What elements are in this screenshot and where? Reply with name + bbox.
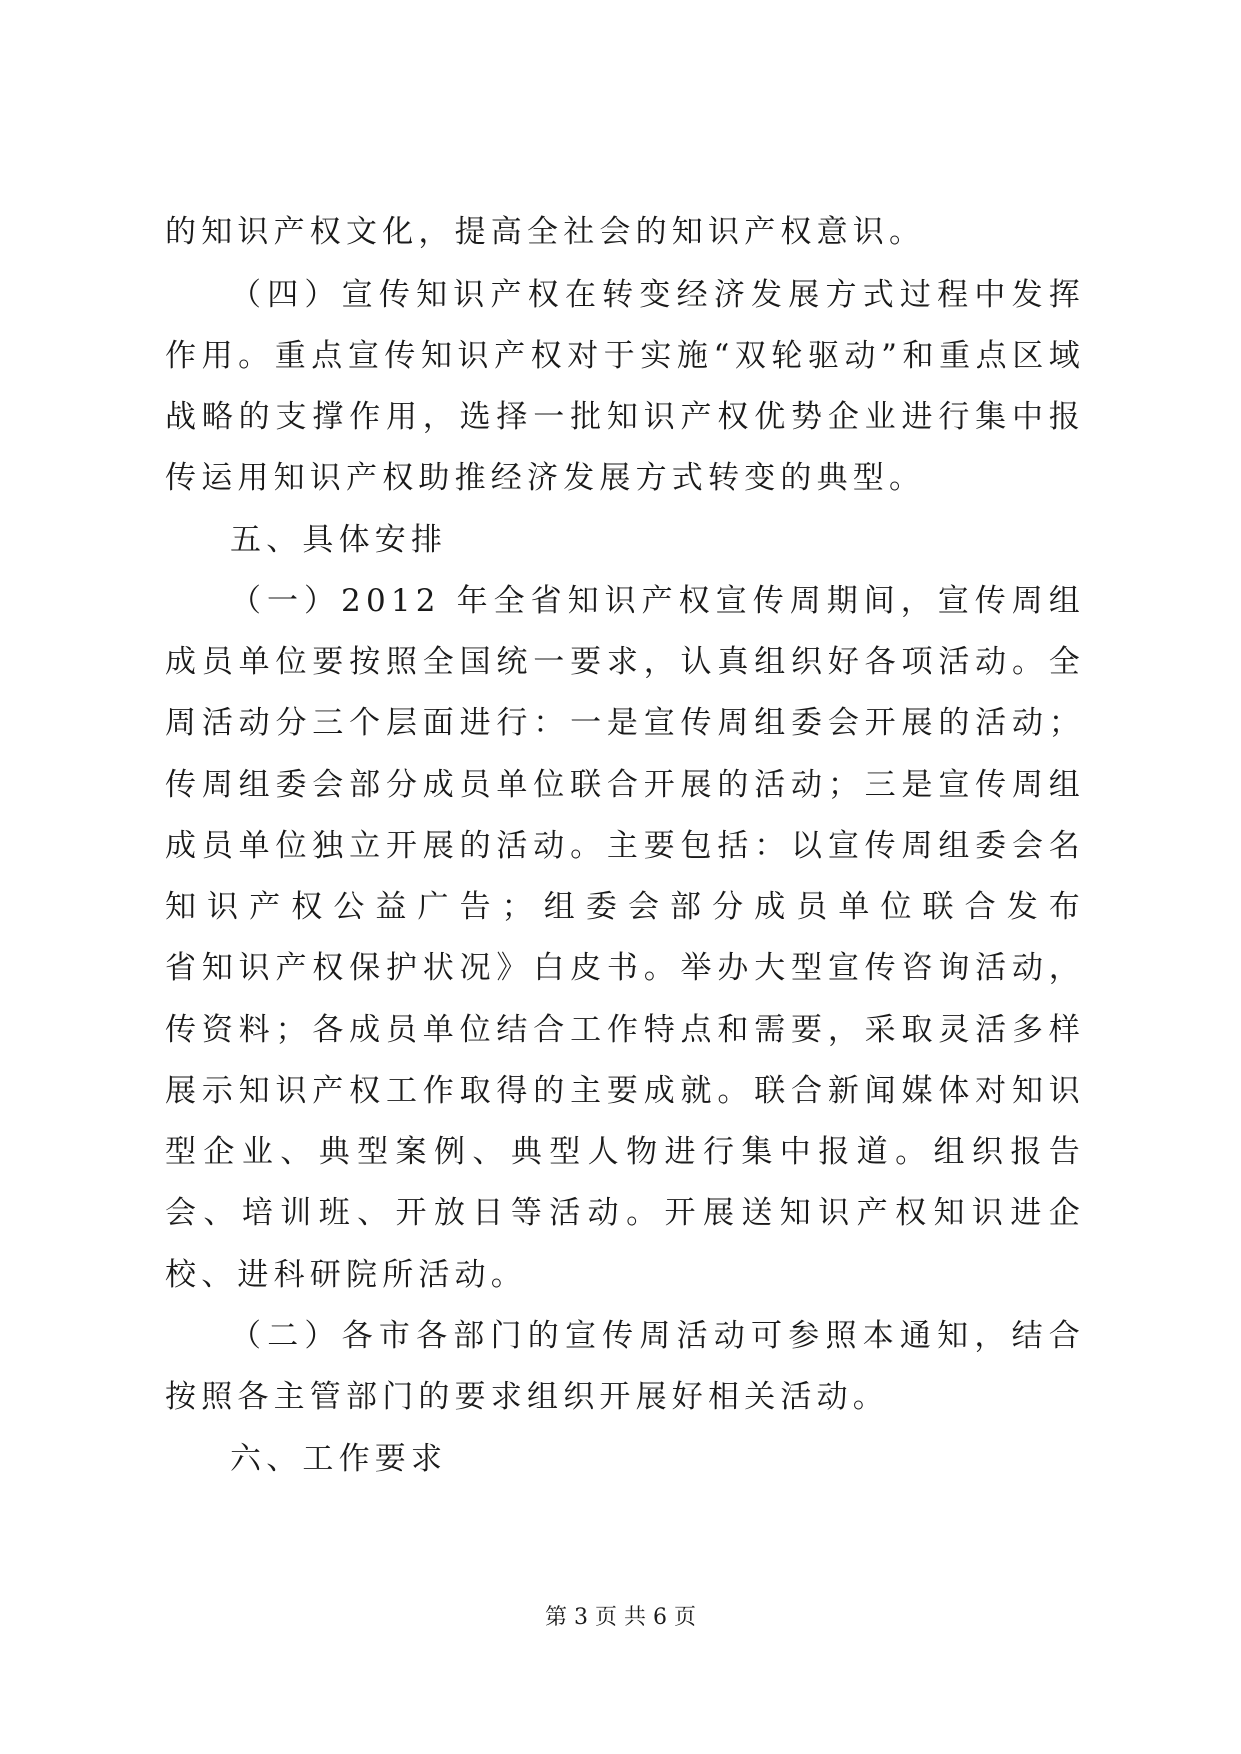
body-text-line: 型企业、典型案例、典型人物进行集中报道。组织报告 — [165, 1134, 1085, 1170]
body-text-line: 传运用知识产权助推经济发展方式转变的典型。 — [165, 460, 926, 496]
body-text-line: 知识产权公益广告；组委会部分成员单位联合发布 — [165, 889, 1085, 925]
body-text-line: 省知识产权保护状况》白皮书。举办大型宣传咨询活动， — [165, 950, 1085, 986]
body-text-line: 成员单位要按照全国统一要求，认真组织好各项活动。全 — [165, 644, 1085, 680]
body-text-line: 周活动分三个层面进行：一是宣传周组委会开展的活动； — [165, 705, 1085, 741]
body-text-line: （一）2012 年全省知识产权宣传周期间，宣传周组 — [230, 583, 1085, 619]
page-number-footer: 第 3 页 共 6 页 — [545, 1605, 696, 1630]
body-text-line: 成员单位独立开展的活动。主要包括：以宣传周组委会名 — [165, 828, 1085, 864]
body-text-line: （二）各市各部门的宣传周活动可参照本通知，结合 — [230, 1318, 1085, 1354]
body-text-line: 传周组委会部分成员单位联合开展的活动；三是宣传周组 — [165, 767, 1085, 803]
body-text-line: 作用。重点宣传知识产权对于实施“双轮驱动”和重点区域 — [165, 338, 1085, 374]
body-text-line: （四）宣传知识产权在转变经济发展方式过程中发挥 — [230, 277, 1085, 313]
body-text-line: 按照各主管部门的要求组织开展好相关活动。 — [165, 1379, 889, 1415]
section-heading: 五、具体安排 — [230, 522, 448, 558]
section-heading: 六、工作要求 — [230, 1441, 448, 1477]
body-text-line: 的知识产权文化，提高全社会的知识产权意识。 — [165, 214, 926, 250]
body-text-line: 传资料；各成员单位结合工作特点和需要，采取灵活多样 — [165, 1012, 1085, 1048]
body-text-line: 校、进科研院所活动。 — [165, 1257, 527, 1293]
body-text-line: 会、培训班、开放日等活动。开展送知识产权知识进企 — [165, 1195, 1085, 1231]
body-text-line: 战略的支撑作用，选择一批知识产权优势企业进行集中报 — [165, 399, 1085, 435]
body-text-line: 展示知识产权工作取得的主要成就。联合新闻媒体对知识 — [165, 1073, 1085, 1109]
